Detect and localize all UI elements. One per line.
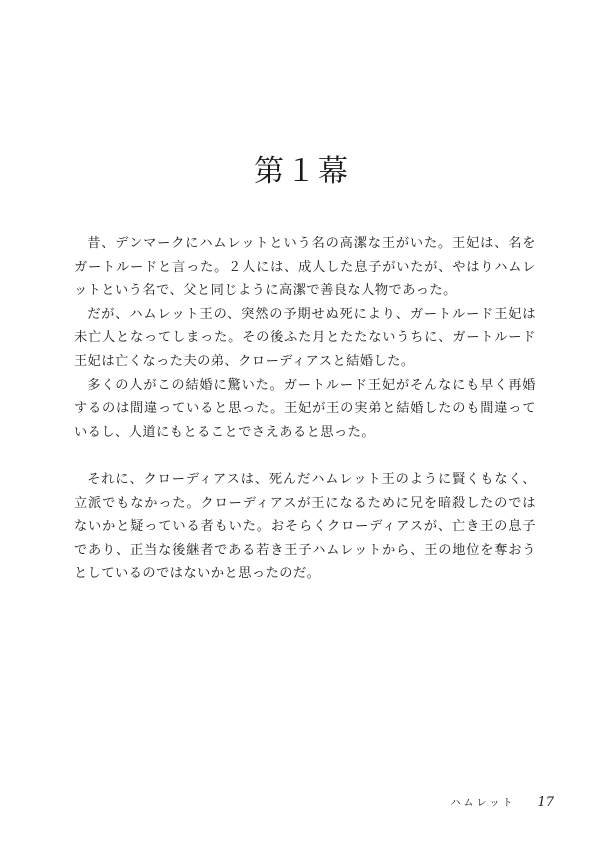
paragraph: それに、クローディアスは、死んだハムレット王のように賢くもなく、立派でもなかった。クローディアスが王になるために兄を暗殺したのではないかと疑っている者もいた。おそらくクローディアスが、亡き王の息子であり、正当な後継者である若き王子ハムレットから、王の地位を奪おうとしているのではないかと思ったのだ。 — [74, 471, 536, 582]
paragraph: 昔、デンマークにハムレットという名の高潔な王がいた。王妃は、名をガートルードと言った。２人には、成人した息子がいたが、やはりハムレットという名で、父と同じように高潔で善良な人物であった。 — [74, 236, 536, 299]
running-title: ハムレット — [450, 798, 516, 809]
body-text — [74, 232, 536, 586]
paragraph: だが、ハムレット王の、突然の予期せぬ死により、ガートルード王妃は未亡人となってしまった。その後ふた月とたたないうちに、ガートルード王妃は亡くなった夫の弟、クローディアスと結婚した。 — [74, 306, 536, 369]
paragraph: 多くの人がこの結婚に驚いた。ガートルード王妃がそんなにも早く再婚するのは間違っていると思った。王妃が王の実弟と結婚したのも間違っているし、人道にもとることでさえあると思った。 — [74, 377, 536, 440]
chapter-title: 第１幕 — [254, 154, 350, 189]
page-footer — [451, 794, 554, 810]
page-number: 17 — [537, 795, 554, 810]
